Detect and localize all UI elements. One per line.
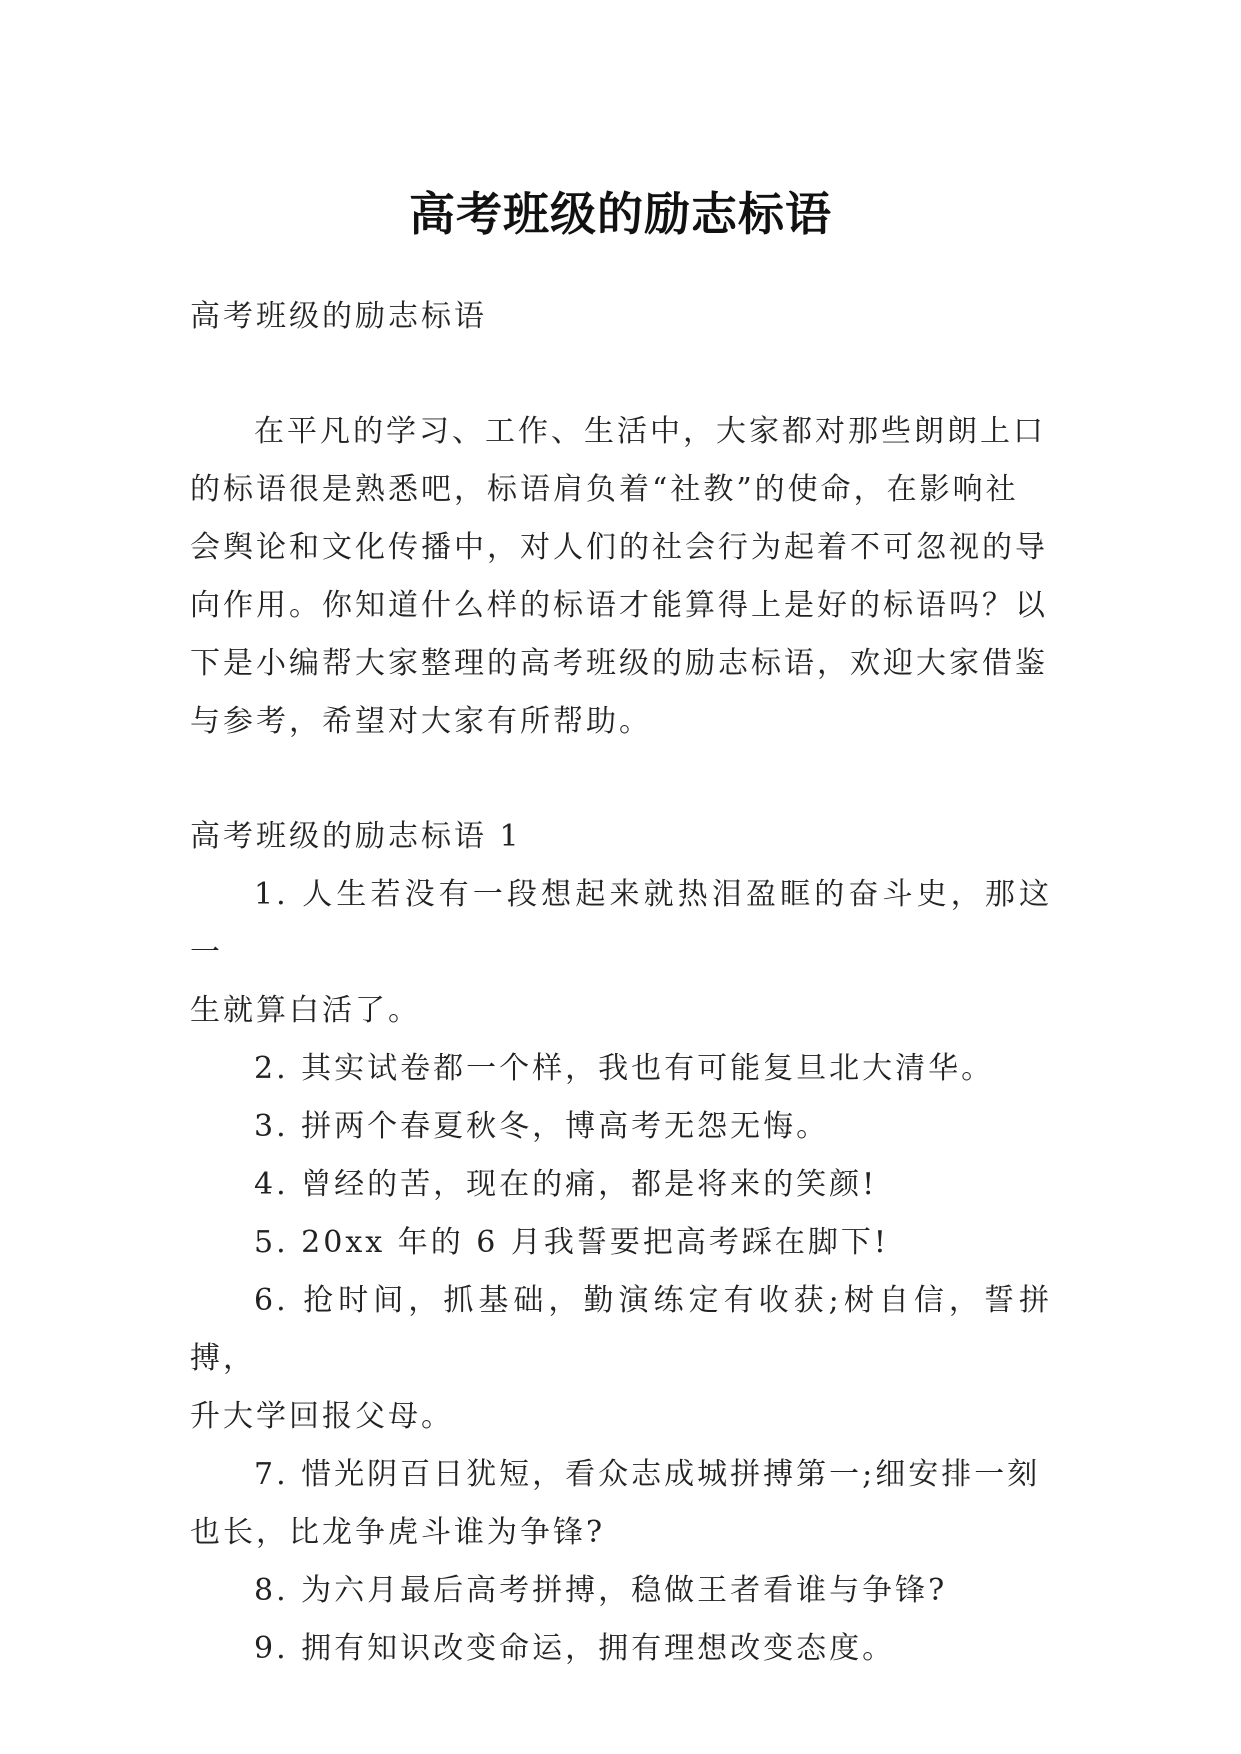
intro-line: 向作用。你知道什么样的标语才能算得上是好的标语吗？以 bbox=[190, 588, 1048, 623]
slogan-item bbox=[190, 1214, 1052, 1272]
slogan-line: 8. 为六月最后高考拼搏，稳做王者看谁与争锋? bbox=[254, 1573, 948, 1608]
slogan-line: 9. 拥有知识改变命运，拥有理想改变态度。 bbox=[254, 1631, 896, 1666]
slogan-line: 6. 抢时间，抓基础，勤演练定有收获;树自信，誓拼搏， bbox=[190, 1283, 1052, 1376]
slogan-item bbox=[190, 1562, 1052, 1620]
slogan-line: 升大学回报父母。 bbox=[190, 1399, 454, 1434]
slogan-line: 1. 人生若没有一段想起来就热泪盈眶的奋斗史，那这一 bbox=[190, 877, 1052, 970]
slogan-item bbox=[190, 1040, 1052, 1098]
section-title: 高考班级的励志标语 1 bbox=[190, 819, 522, 854]
intro-line: 会舆论和文化传播中，对人们的社会行为起着不可忽视的导 bbox=[190, 530, 1048, 565]
intro-paragraph bbox=[190, 403, 1052, 751]
intro-line: 下是小编帮大家整理的高考班级的励志标语，欢迎大家借鉴 bbox=[190, 646, 1048, 681]
slogan-line: 也长，比龙争虎斗谁为争锋? bbox=[190, 1515, 606, 1550]
document-title: 高考班级的励志标语 bbox=[409, 186, 832, 241]
slogan-item bbox=[190, 1098, 1052, 1156]
intro-line: 与参考，希望对大家有所帮助。 bbox=[190, 704, 652, 739]
slogan-item bbox=[190, 866, 1052, 1040]
intro-line: 的标语很是熟悉吧，标语肩负着“社教”的使命，在影响社 bbox=[190, 472, 1019, 507]
slogan-line: 7. 惜光阴百日犹短，看众志成城拼搏第一;细安排一刻 bbox=[254, 1457, 1041, 1492]
slogan-item bbox=[190, 1272, 1052, 1446]
document-subtitle: 高考班级的励志标语 bbox=[190, 299, 487, 334]
intro-line: 在平凡的学习、工作、生活中，大家都对那些朗朗上口 bbox=[254, 414, 1046, 449]
slogan-line: 2. 其实试卷都一个样，我也有可能复旦北大清华。 bbox=[254, 1051, 995, 1086]
slogan-line: 生就算白活了。 bbox=[190, 993, 421, 1028]
slogan-line: 4. 曾经的苦，现在的痛，都是将来的笑颜! bbox=[254, 1167, 878, 1202]
slogan-line: 3. 拼两个春夏秋冬，博高考无怨无悔。 bbox=[254, 1109, 830, 1144]
document-body bbox=[190, 288, 1052, 1678]
slogan-item bbox=[190, 1446, 1052, 1562]
slogan-item bbox=[190, 1156, 1052, 1214]
slogan-line: 5. 20xx 年的 6 月我誓要把高考踩在脚下! bbox=[254, 1225, 889, 1260]
slogan-item bbox=[190, 1620, 1052, 1678]
